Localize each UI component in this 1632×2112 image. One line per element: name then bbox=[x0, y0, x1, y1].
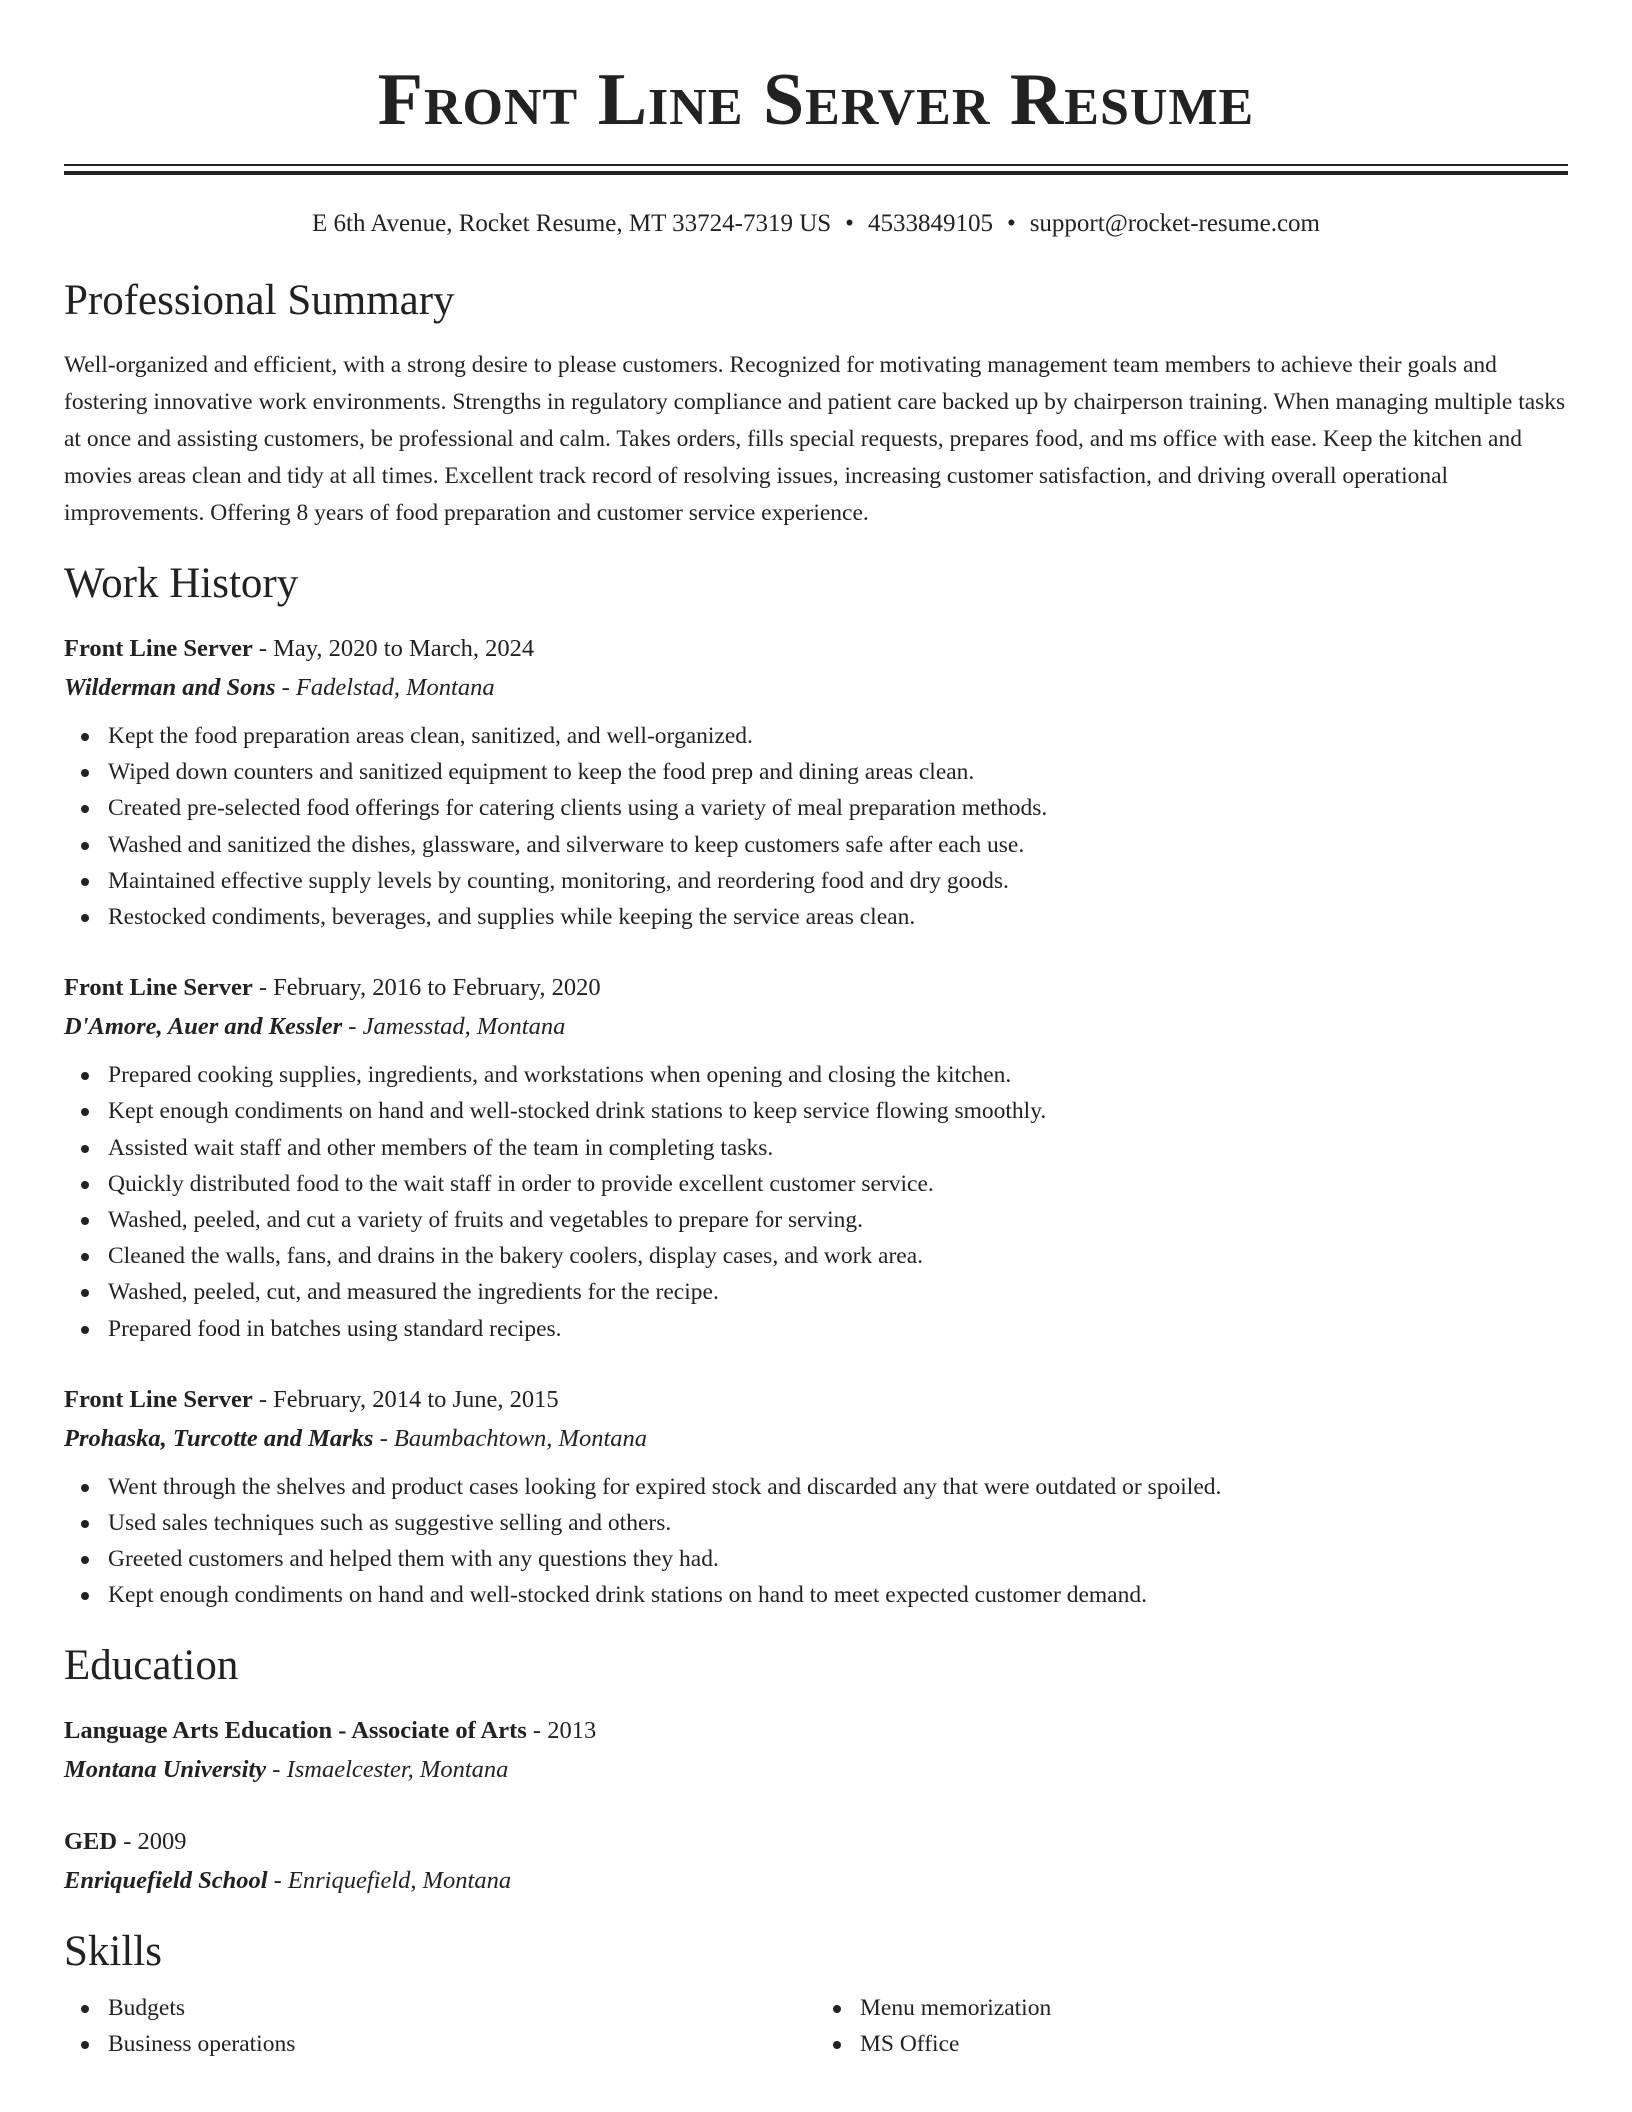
job-title-line bbox=[64, 1381, 1568, 1419]
job-dates: - February, 2016 to February, 2020 bbox=[252, 974, 601, 1002]
skill-item: Menu memorization bbox=[860, 1990, 1568, 2026]
job-duty: Washed, peeled, and cut a variety of fruits and vegetables to prepare for serving. bbox=[108, 1202, 1568, 1238]
skills-heading: Skills bbox=[64, 1927, 162, 1975]
job-duty: Assisted wait staff and other members of the team in completing tasks. bbox=[108, 1130, 1568, 1166]
job-duty: Cleaned the walls, fans, and drains in the bakery coolers, display cases, and work area. bbox=[108, 1238, 1568, 1274]
job-duty: Quickly distributed food to the wait staff in order to provide excellent customer service. bbox=[108, 1166, 1568, 1202]
contact-separator: • bbox=[1006, 210, 1016, 237]
skills-list-right bbox=[816, 1990, 1568, 2062]
contact-phone: 4533849105 bbox=[867, 210, 993, 237]
company-location: - Fadelstad, Montana bbox=[275, 674, 495, 701]
job-duties-list bbox=[64, 1469, 1568, 1614]
skill-item: MS Office bbox=[860, 2026, 1568, 2062]
job-dates: - May, 2020 to March, 2024 bbox=[252, 635, 535, 662]
job-duty: Prepared food in batches using standard recipes. bbox=[108, 1311, 1568, 1347]
company-line bbox=[64, 669, 1568, 707]
resume-page bbox=[64, 0, 1568, 2062]
contact-line bbox=[64, 209, 1568, 239]
job-duty: Created pre-selected food offerings for catering clients using a variety of meal preparation methods. bbox=[108, 790, 1568, 826]
job-entry bbox=[64, 630, 1568, 935]
title-divider-thin bbox=[64, 164, 1568, 166]
school-name: Montana University bbox=[64, 1755, 267, 1783]
education-heading: Education bbox=[64, 1641, 239, 1689]
degree-year: - 2013 bbox=[526, 1716, 597, 1744]
job-duty: Washed and sanitized the dishes, glassware, and silverware to keep customers safe after each use. bbox=[108, 827, 1568, 863]
title-divider-thick bbox=[64, 171, 1568, 175]
job-duty: Kept enough condiments on hand and well-stocked drink stations to keep service flowing smoothly. bbox=[108, 1093, 1568, 1129]
company-line bbox=[64, 1420, 1568, 1458]
job-duties-list bbox=[64, 718, 1568, 935]
job-duty: Greeted customers and helped them with any questions they had. bbox=[108, 1541, 1568, 1577]
job-title: Front Line Server bbox=[64, 635, 253, 662]
skills-list-left bbox=[64, 1990, 816, 2062]
job-duties-list bbox=[64, 1057, 1568, 1347]
job-title-line bbox=[64, 969, 1568, 1007]
job-duty: Kept enough condiments on hand and well-stocked drink stations on hand to meet expected customer demand. bbox=[108, 1577, 1568, 1613]
job-duty: Washed, peeled, cut, and measured the ingredients for the recipe. bbox=[108, 1274, 1568, 1310]
summary-heading: Professional Summary bbox=[64, 277, 455, 324]
job-duty: Went through the shelves and product cases looking for expired stock and discarded any that were outdated or spoiled. bbox=[108, 1469, 1568, 1505]
skill-item: Business operations bbox=[108, 2026, 816, 2062]
job-entry bbox=[64, 969, 1568, 1347]
summary-text: Well-organized and efficient, with a strong desire to please customers. Recognized for motivating management team members to achieve their goals and fostering innovative work environments. Strengths in regulatory compliance and patient care backed up by chairperson training. When managing multiple tasks at once and assisting customers, be professional and calm. Takes orders, fills special requests, prepares food, and ms office with ease. Keep the kitchen and movies areas clean and tidy at all times. Excellent track record of resolving issues, increasing customer satisfaction, and driving overall operational improvements. Offering 8 years of food preparation and customer service experience. bbox=[64, 352, 1566, 526]
school-name: Enriquefield School bbox=[64, 1866, 268, 1894]
company-name: Prohaska, Turcotte and Marks bbox=[64, 1424, 374, 1452]
company-name: D'Amore, Auer and Kessler bbox=[64, 1013, 343, 1041]
skill-item: Budgets bbox=[108, 1990, 816, 2026]
degree-line bbox=[64, 1712, 1568, 1750]
contact-separator: • bbox=[845, 210, 854, 237]
skills-columns bbox=[64, 1990, 1568, 2062]
contact-address: E 6th Avenue, Rocket Resume, MT 33724-7319 US bbox=[312, 210, 832, 237]
company-name: Wilderman and Sons bbox=[64, 674, 276, 701]
job-duty: Kept the food preparation areas clean, sanitized, and well-organized. bbox=[108, 718, 1568, 754]
contact-email: support@rocket-resume.com bbox=[1029, 210, 1320, 237]
resume-title: Front Line Server Resume bbox=[377, 59, 1255, 141]
school-location: - Ismaelcester, Montana bbox=[266, 1755, 509, 1783]
education-entry bbox=[64, 1823, 1568, 1900]
job-title-line bbox=[64, 630, 1568, 668]
degree-name: GED bbox=[64, 1827, 118, 1855]
job-title: Front Line Server bbox=[64, 1385, 253, 1413]
job-duty: Wiped down counters and sanitized equipment to keep the food prep and dining areas clean. bbox=[108, 754, 1568, 790]
education-entry bbox=[64, 1712, 1568, 1789]
job-dates: - February, 2014 to June, 2015 bbox=[252, 1385, 559, 1413]
degree-line bbox=[64, 1823, 1568, 1861]
job-entry bbox=[64, 1381, 1568, 1614]
degree-year: - 2009 bbox=[117, 1827, 187, 1855]
job-duty: Used sales techniques such as suggestive selling and others. bbox=[108, 1505, 1568, 1541]
company-location: - Jamesstad, Montana bbox=[342, 1013, 566, 1041]
company-location: - Baumbachtown, Montana bbox=[373, 1424, 648, 1452]
job-duty: Prepared cooking supplies, ingredients, and workstations when opening and closing the kitchen. bbox=[108, 1057, 1568, 1093]
degree-name: Language Arts Education - Associate of Arts bbox=[64, 1716, 527, 1744]
job-duty: Restocked condiments, beverages, and supplies while keeping the service areas clean. bbox=[108, 899, 1568, 935]
work-history-heading: Work History bbox=[64, 560, 299, 607]
job-duty: Maintained effective supply levels by counting, monitoring, and reordering food and dry goods. bbox=[108, 863, 1568, 899]
school-line bbox=[64, 1862, 1568, 1900]
company-line bbox=[64, 1008, 1568, 1046]
job-title: Front Line Server bbox=[64, 974, 253, 1002]
school-location: - Enriquefield, Montana bbox=[267, 1866, 512, 1894]
school-line bbox=[64, 1751, 1568, 1789]
